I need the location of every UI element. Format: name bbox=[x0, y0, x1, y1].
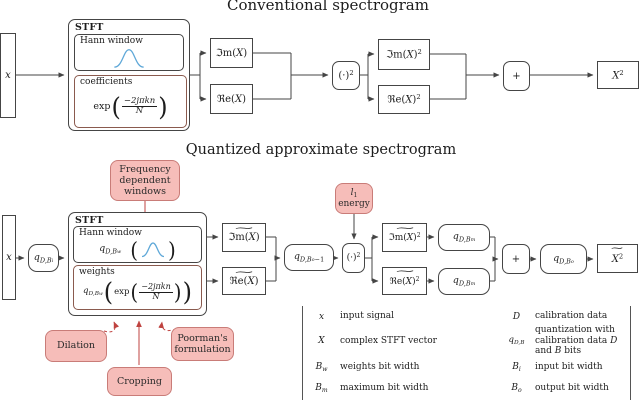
square-op-label-q: $(\cdot)^2$ bbox=[346, 252, 361, 264]
l1-energy-word: energy bbox=[338, 198, 370, 209]
stft-title-q: STFT bbox=[75, 215, 104, 226]
hann-window-box bbox=[74, 34, 184, 71]
im-tilde-squared-box bbox=[382, 223, 427, 252]
legend-desc: calibration data bbox=[535, 311, 608, 322]
legend-symbol: $B_i$ bbox=[512, 361, 521, 374]
re-box bbox=[210, 84, 253, 114]
legend-symbol: x bbox=[318, 311, 325, 322]
lparen: ( bbox=[130, 279, 139, 305]
legend-desc: quantization with calibration data D and B bits bbox=[535, 324, 618, 357]
quantizer-pre-square-box bbox=[284, 244, 334, 271]
rparen: ) bbox=[182, 277, 192, 307]
exp-fn: exp bbox=[93, 101, 111, 112]
re-squared-label: $ℜe(X)^2$ bbox=[387, 93, 421, 106]
im-tilde-label: ℑm(X) bbox=[228, 232, 260, 243]
freq-windows-callout bbox=[110, 160, 180, 201]
input-signal-box bbox=[0, 33, 16, 118]
hann-window-box-q bbox=[73, 226, 202, 263]
poormans-callout bbox=[171, 327, 234, 361]
conventional-title: Conventional spectrogram bbox=[227, 0, 429, 14]
hann-window-label: Hann window bbox=[80, 36, 143, 46]
sum-label: + bbox=[512, 70, 521, 82]
wide-tilde-accent: ∼ bbox=[233, 223, 255, 234]
dilation-text: Dilation bbox=[56, 340, 96, 352]
cropping-callout bbox=[107, 367, 172, 396]
output-label: $X^2$ bbox=[612, 68, 624, 82]
re-label: ℜe(X) bbox=[217, 93, 246, 105]
re-tilde-label: ℜe(X) bbox=[229, 275, 259, 287]
quantized-title: Quantized approximate spectrogram bbox=[185, 142, 457, 158]
legend-desc: complex STFT vector bbox=[340, 335, 437, 346]
wide-tilde-accent: ∼ bbox=[610, 243, 625, 254]
square-op-box-q bbox=[342, 243, 365, 273]
im-tilde-box bbox=[222, 223, 266, 252]
fraction-numerator: −2jπkn bbox=[123, 96, 156, 107]
legend-symbol: $B_o$ bbox=[511, 382, 522, 395]
coefficients-label: coefficients bbox=[80, 77, 133, 87]
quantizer-output-box bbox=[540, 244, 587, 274]
input-signal-label-q: x bbox=[6, 252, 12, 263]
cropping-text: Cropping bbox=[117, 375, 162, 387]
legend-symbol: $q_{D,B}$ bbox=[508, 335, 525, 347]
legend-symbol: $B_w$ bbox=[315, 361, 328, 374]
exp-formula bbox=[93, 91, 168, 122]
legend-symbol: D bbox=[512, 311, 521, 322]
coefficients-box bbox=[74, 75, 187, 128]
lparen: ( bbox=[130, 236, 139, 263]
im-box bbox=[210, 38, 253, 68]
weights-box-q bbox=[73, 265, 202, 310]
legend-symbol: X bbox=[318, 336, 325, 346]
re-squared-box bbox=[378, 85, 430, 114]
output-box-q bbox=[597, 244, 638, 273]
quantizer-output-label: $q_{D,Bo}$ bbox=[553, 252, 574, 266]
input-signal-box-q bbox=[2, 215, 16, 300]
im-label: ℑm(X) bbox=[215, 47, 248, 59]
dilation-callout bbox=[45, 330, 107, 362]
sum-label-q: + bbox=[511, 253, 521, 265]
l1-symbol: $l_1$ bbox=[350, 187, 358, 199]
bell-curve-icon bbox=[141, 241, 165, 258]
legend-desc: weights bit width bbox=[340, 362, 420, 373]
freq-windows-text: Frequency dependent windows bbox=[119, 163, 171, 198]
poormans-text: Poorman's formulation bbox=[174, 332, 231, 355]
quantizer-max-box-top bbox=[438, 224, 490, 251]
weights-quantized-formula bbox=[83, 277, 192, 307]
im-squared-label: $ℑm(X)^2$ bbox=[386, 48, 422, 61]
l1-energy-callout bbox=[335, 183, 373, 214]
im-squared-box bbox=[378, 39, 430, 70]
sum-box-q bbox=[502, 244, 530, 274]
bell-curve-icon bbox=[113, 47, 145, 69]
rparen: ) bbox=[173, 279, 182, 305]
legend-table bbox=[303, 308, 630, 399]
quantizer-input-label: $q_{D,Bi}$ bbox=[33, 251, 54, 265]
output-box bbox=[597, 61, 639, 89]
hann-quantized-formula bbox=[99, 236, 176, 263]
wide-tilde-accent: ∼ bbox=[233, 267, 255, 277]
im-tilde-squared-label: $ℑm(X)^2$ bbox=[388, 231, 421, 244]
weights-label-q: weights bbox=[79, 267, 115, 277]
legend-desc: input signal bbox=[340, 311, 395, 322]
fraction-denominator: N bbox=[152, 291, 160, 301]
wide-tilde-accent: ∼ bbox=[393, 223, 416, 234]
rparen: ) bbox=[158, 91, 168, 122]
quantizer-max-label: $q_{D,Bm}$ bbox=[452, 231, 476, 244]
coeff-fraction bbox=[122, 97, 157, 116]
quantizer-pre-square-label: $q_{D,Bo-1}$ bbox=[293, 251, 325, 264]
sum-box bbox=[503, 61, 530, 91]
re-tilde-box bbox=[222, 267, 266, 295]
quantizer-max-label: $q_{D,Bm}$ bbox=[452, 275, 476, 288]
input-signal-label: x bbox=[5, 70, 11, 81]
stft-title: STFT bbox=[75, 22, 104, 33]
lparen: ( bbox=[103, 277, 114, 307]
legend-symbol: $B_m$ bbox=[315, 382, 328, 395]
quantizer-input-box bbox=[28, 244, 59, 272]
fraction-denominator: N bbox=[135, 106, 144, 116]
square-op-box bbox=[332, 61, 360, 90]
rparen: ) bbox=[168, 236, 176, 263]
lparen: ( bbox=[111, 91, 121, 122]
wide-tilde-accent: ∼ bbox=[393, 267, 416, 277]
legend-desc: input bit width bbox=[535, 362, 603, 373]
re-tilde-squared-box bbox=[382, 267, 427, 295]
exp-fn: exp bbox=[114, 287, 130, 297]
legend-desc: output bit width bbox=[535, 383, 609, 394]
output-tilde-label: $X^2$ bbox=[611, 252, 624, 265]
quantizer-max-box-bottom bbox=[438, 268, 490, 295]
legend-desc: maximum bit width bbox=[340, 383, 429, 394]
quantizer-weights-label: $q_{D,Bw}$ bbox=[99, 243, 122, 256]
quantizer-weights-label: $q_{D,Bw}$ bbox=[83, 286, 103, 298]
weights-fraction bbox=[139, 283, 173, 301]
fraction-numerator: −2jπkn bbox=[141, 282, 171, 292]
square-op-label: $(\cdot)^2$ bbox=[338, 69, 354, 82]
hann-window-label-q: Hann window bbox=[79, 228, 142, 238]
re-tilde-squared-label: $ℜe(X)^2$ bbox=[389, 275, 420, 287]
